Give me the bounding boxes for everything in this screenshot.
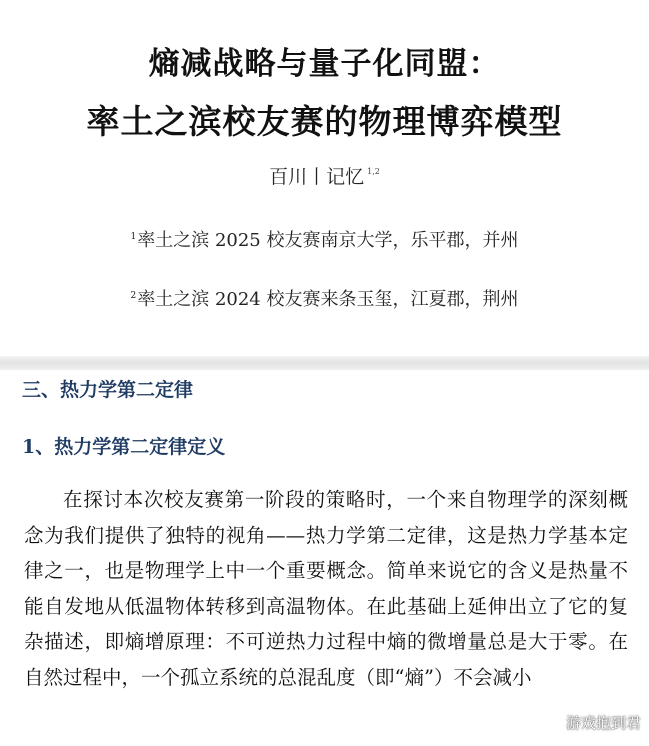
affiliation-2 [0, 285, 649, 311]
paragraph-line-4: 能自发地从低温物体转移到高温物体。在此基础上延伸出立了它的复 [24, 594, 628, 618]
document-header [0, 0, 649, 356]
page-divider [0, 356, 649, 370]
body-paragraph [24, 482, 628, 695]
document-title-line-2: 率土之滨校友赛的物理博弈模型 [86, 102, 563, 141]
paragraph-line-1: 在探讨本次校友赛第一阶段的策略时，一个来自物理学的深刻概 [63, 488, 628, 511]
paragraph-line-2: 念为我们提供了独特的视角——热力学第二定律，这是热力学基本定 [24, 523, 628, 547]
section-heading: 三、热力学第二定律 [22, 379, 194, 401]
document-title-line-1: 熵减战略与量子化同盟： [148, 46, 501, 82]
paragraph-line-5: 杂描述，即熵增原理：不可逆热力过程中熵的微增量总是大于零。在 [24, 630, 628, 653]
paragraph-line-6: 自然过程中，一个孤立系统的总混乱度（即“熵”）不会减小 [24, 665, 532, 689]
affiliation-2-sup: 2 [130, 291, 137, 301]
subsection-heading: 1、热力学第二定律定义 [22, 436, 226, 458]
authors-superscript: 1,2 [367, 167, 380, 176]
authors-name: 百川丨记忆 [269, 166, 365, 188]
watermark: 游戏抱到君 [565, 714, 641, 732]
affiliation-1-sup: 1 [130, 232, 137, 242]
authors-line [0, 162, 649, 189]
affiliation-1-text: 率土之滨 2025 校友赛南京大学，乐平郡，并州 [137, 230, 519, 251]
paragraph-line-3: 律之一，也是物理学上中一个重要概念。简单来说它的含义是热量不 [24, 559, 628, 582]
affiliation-1 [0, 226, 649, 252]
affiliation-2-text: 率土之滨 2024 校友赛来条玉玺，江夏郡，荆州 [137, 289, 519, 310]
